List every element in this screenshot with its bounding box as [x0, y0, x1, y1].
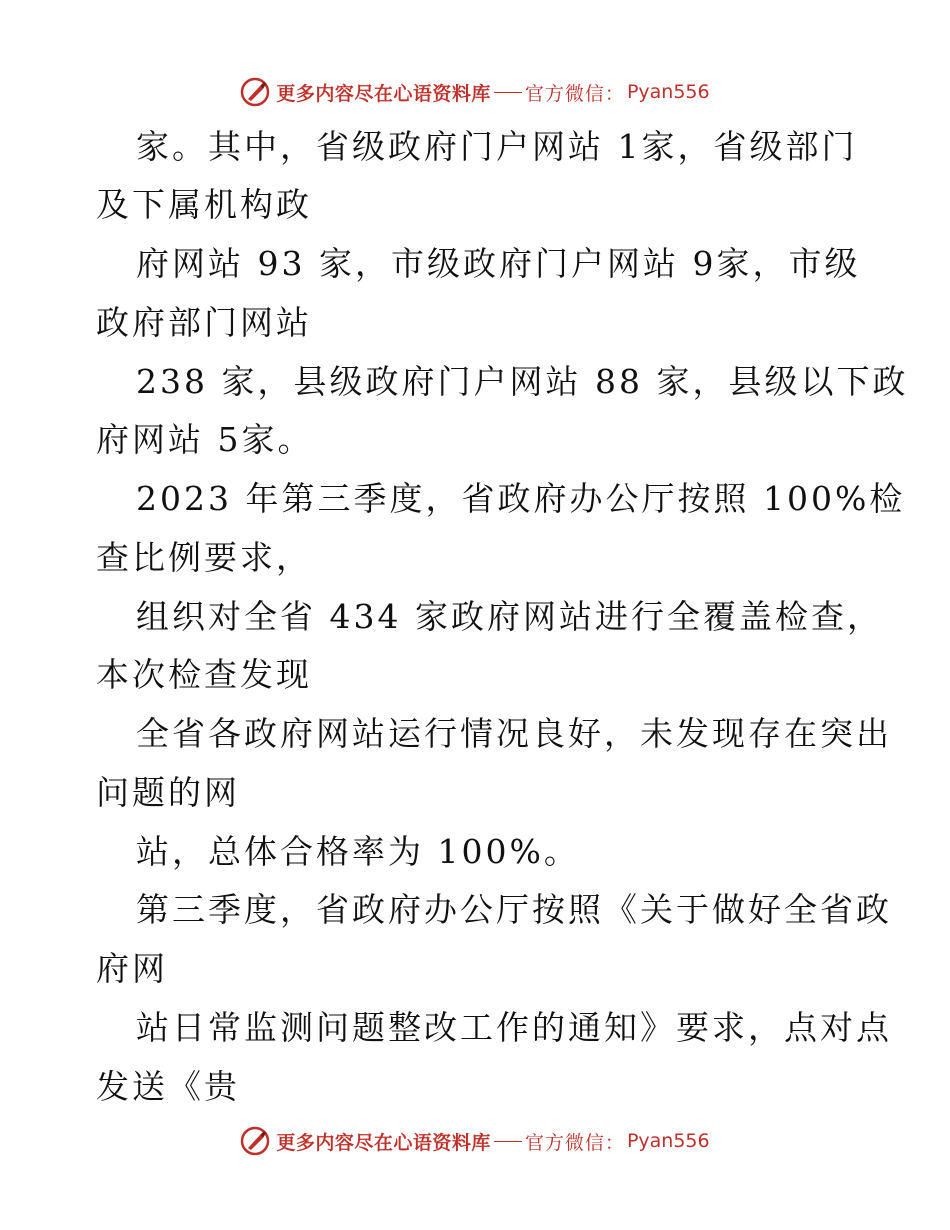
- text-line-9: 组织对全省 434 家政府网站进行全覆盖检查，: [136, 597, 883, 636]
- text-line-5: 238 家，县级政府门户网站 88 家，县级以下政: [136, 362, 909, 401]
- footer-wechat-label: 官方微信：: [524, 1131, 625, 1154]
- text-line-14: 第三季度，省政府办公厅按照《关于做好全省政: [136, 890, 892, 929]
- text-line-16: 站日常监测问题整改工作的通知》要求，点对点: [136, 1008, 892, 1047]
- footer-banner-dash: [494, 1141, 522, 1142]
- text-line-13: 站，总体合格率为 100%。: [136, 832, 580, 871]
- text-line-10: 本次检查发现: [96, 655, 312, 694]
- text-line-6: 府网站 5家。: [96, 420, 314, 459]
- pen-logo-icon: [240, 1126, 270, 1156]
- text-line-4: 政府部门网站: [96, 303, 312, 342]
- text-line-15: 府网: [96, 949, 168, 988]
- text-line-2: 及下属机构政: [96, 185, 312, 224]
- text-line-8: 查比例要求，: [96, 538, 312, 577]
- text-line-1: 家。其中，省级政府门户网站 1家，省级部门: [136, 127, 858, 166]
- header-banner: [0, 72, 950, 112]
- footer-banner: [0, 1121, 950, 1161]
- text-line-12: 问题的网: [96, 773, 240, 812]
- footer-banner-text: 更多内容尽在心语资料库: [276, 1131, 491, 1154]
- text-line-3: 府网站 93 家，市级政府门户网站 9家，市级: [136, 244, 861, 283]
- text-line-11: 全省各政府网站运行情况良好，未发现存在突出: [136, 714, 892, 753]
- text-line-17: 发送《贵: [96, 1067, 240, 1106]
- header-wechat-id: Pyan556: [626, 81, 710, 103]
- text-line-7: 2023 年第三季度，省政府办公厅按照 100%检: [136, 479, 906, 518]
- header-wechat-label: 官方微信：: [524, 82, 625, 105]
- footer-wechat-id: Pyan556: [626, 1130, 710, 1152]
- header-banner-dash: [494, 92, 522, 93]
- header-banner-text: 更多内容尽在心语资料库: [276, 82, 491, 105]
- pen-logo-icon: [240, 77, 270, 107]
